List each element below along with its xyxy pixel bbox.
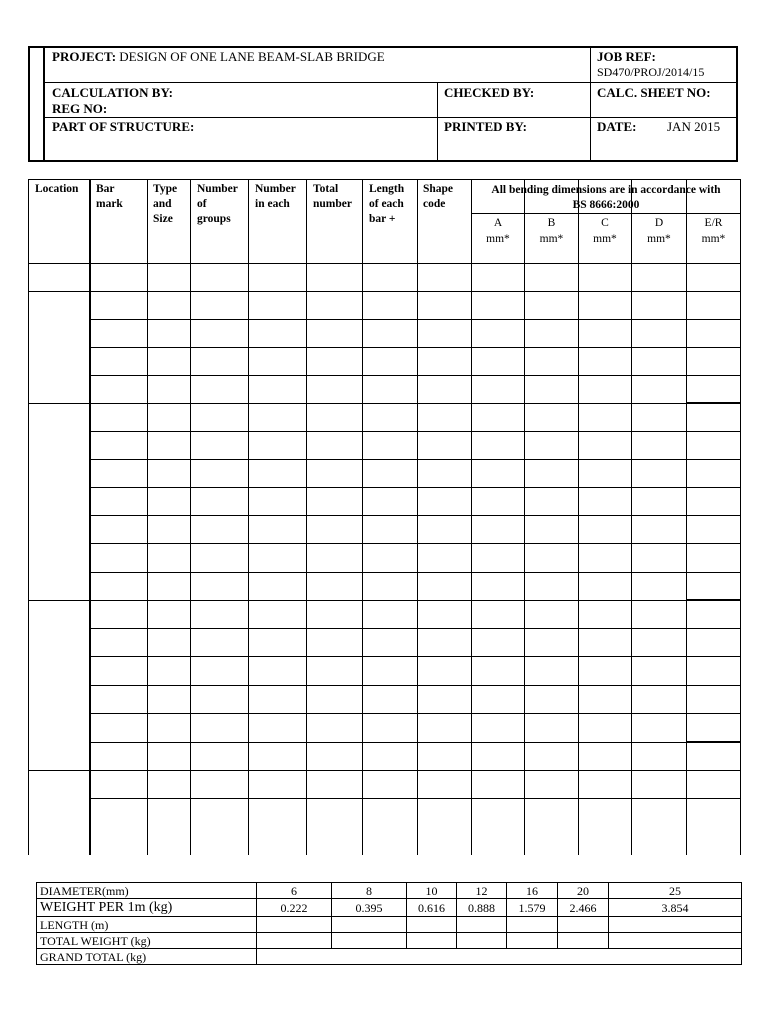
col-in-each-header-1: Number [255,183,296,195]
grid-column-line [306,179,307,855]
project-value: DESIGN OF ONE LANE BEAM-SLAB BRIDGE [119,49,385,64]
diameter-cell: 8 [332,883,407,899]
total-weight-label: TOTAL WEIGHT (kg) [37,933,257,949]
bending-title-line1: All bending dimensions are in accordance with [491,184,721,196]
grid-column-line [471,179,472,855]
grid-row-line [89,572,740,573]
col-groups-header-3: groups [197,213,231,225]
col-type-size-header-2: and [153,198,172,210]
grid-group-mark [686,741,740,743]
grid-border-top [28,179,740,180]
total-weight-row [37,933,742,949]
total-weight-cell[interactable] [257,933,332,949]
total-weight-cell[interactable] [558,933,609,949]
dim-b-label: B [547,217,556,229]
grid-row-line [89,487,740,488]
grid-row-line [89,515,740,516]
calculation-by-label: CALCULATION BY: [52,85,173,100]
col-in-each-header-2: in each [255,198,290,210]
col-type-size-header-1: Type [153,183,178,195]
diameter-cell: 16 [507,883,558,899]
grand-total-row [37,949,742,965]
grid-row-line [28,403,740,404]
weight-cell: 0.616 [407,899,457,917]
grid-row-line [89,656,740,657]
dim-d-unit: mm* [647,233,671,245]
grid-group-mark [686,599,740,601]
date-label: DATE: [597,119,637,134]
length-cell[interactable] [609,917,742,933]
length-cell[interactable] [407,917,457,933]
dim-b-unit: mm* [539,233,564,245]
total-weight-cell[interactable] [507,933,558,949]
col-groups-header-2: of [197,198,207,210]
grid-column-line [417,179,418,855]
diameter-cell: 20 [558,883,609,899]
grand-total-cell[interactable] [257,949,742,965]
weight-cell: 0.395 [332,899,407,917]
grid-row-line [28,600,740,601]
grid-row-line [89,375,740,376]
grid-column-line [190,179,191,855]
diameter-cell: 6 [257,883,332,899]
length-cell[interactable] [257,917,332,933]
total-weight-cell[interactable] [609,933,742,949]
checked-by-label: CHECKED BY: [444,85,535,100]
dim-er-label: E/R [704,217,723,229]
col-length-header-2: of each [369,198,404,210]
col-length-header-1: Length [369,183,405,195]
grid-group-mark [686,402,740,404]
grid-row-line [89,347,740,348]
diameter-label: DIAMETER(mm) [37,883,257,899]
diameter-row [37,883,742,899]
dim-d-label: D [654,217,664,229]
diameter-cell: 25 [609,883,742,899]
grid-column-line [147,179,148,855]
grid-row-line [89,543,740,544]
diameter-cell: 12 [457,883,507,899]
dim-c-unit: mm* [593,233,617,245]
weight-row [37,899,742,917]
date-value: JAN 2015 [667,119,721,134]
grid-column-line [362,179,363,855]
weight-cell: 1.579 [507,899,558,917]
grid-row-line [89,431,740,432]
dim-a-label: A [493,217,503,229]
grid-row-line [28,291,740,292]
grid-row-line [89,713,740,714]
length-cell[interactable] [332,917,407,933]
bending-subheader-line [471,213,740,214]
grid-row-line [28,770,740,771]
grid-column-line [578,179,579,855]
total-weight-cell[interactable] [407,933,457,949]
col-bar-mark-header-2: mark [96,198,123,210]
length-cell[interactable] [457,917,507,933]
length-cell[interactable] [558,917,609,933]
weight-table [36,882,742,965]
col-total-number-header-2: number [313,198,352,210]
weight-cell: 2.466 [558,899,609,917]
job-ref-value: SD470/PROJ/2014/15 [597,65,705,79]
bending-title-line2: BS 8666:2000 [572,199,640,211]
grid-column-line [89,179,91,855]
project-label: PROJECT: [52,49,117,64]
grid-column-line [686,179,687,855]
grid-row-line [28,263,740,264]
dim-c-label: C [601,217,609,229]
grid-column-line [631,179,632,855]
grid-border-right [740,179,741,855]
col-groups-header-1: Number [197,183,238,195]
project-field [52,49,385,64]
grid-column-line [248,179,249,855]
calc-sheet-label: CALC. SHEET NO: [597,85,711,100]
grid-row-line [89,742,740,743]
total-weight-cell[interactable] [457,933,507,949]
weight-cell: 0.888 [457,899,507,917]
diameter-cell: 10 [407,883,457,899]
length-row [37,917,742,933]
grid-border-left [28,179,29,855]
grid-row-line [89,319,740,320]
grid-row-line [89,628,740,629]
col-location-header: Location [35,183,79,195]
col-total-number-header-1: Total [313,183,339,195]
grid-row-line [89,459,740,460]
dim-er-unit: mm* [701,233,726,245]
dim-a-unit: mm* [486,233,510,245]
col-shape-code-header-1: Shape [423,183,454,195]
job-ref-label: JOB REF: [597,49,656,64]
length-cell[interactable] [507,917,558,933]
col-shape-code-header-2: code [423,198,446,210]
length-label: LENGTH (m) [37,917,257,933]
col-bar-mark-header-1: Bar [96,183,115,195]
part-of-structure-label: PART OF STRUCTURE: [52,119,195,134]
grid-row-line [89,798,740,799]
reg-no-label: REG NO: [52,101,108,116]
grand-total-label: GRAND TOTAL (kg) [37,949,257,965]
printed-by-label: PRINTED BY: [444,119,527,134]
total-weight-cell[interactable] [332,933,407,949]
weight-label: WEIGHT PER 1m (kg) [37,899,257,917]
weight-cell: 0.222 [257,899,332,917]
col-type-size-header-3: Size [153,213,173,225]
weight-cell: 3.854 [609,899,742,917]
grid-row-line [89,685,740,686]
grid-column-line [524,179,525,855]
col-length-header-3: bar + [369,213,396,225]
